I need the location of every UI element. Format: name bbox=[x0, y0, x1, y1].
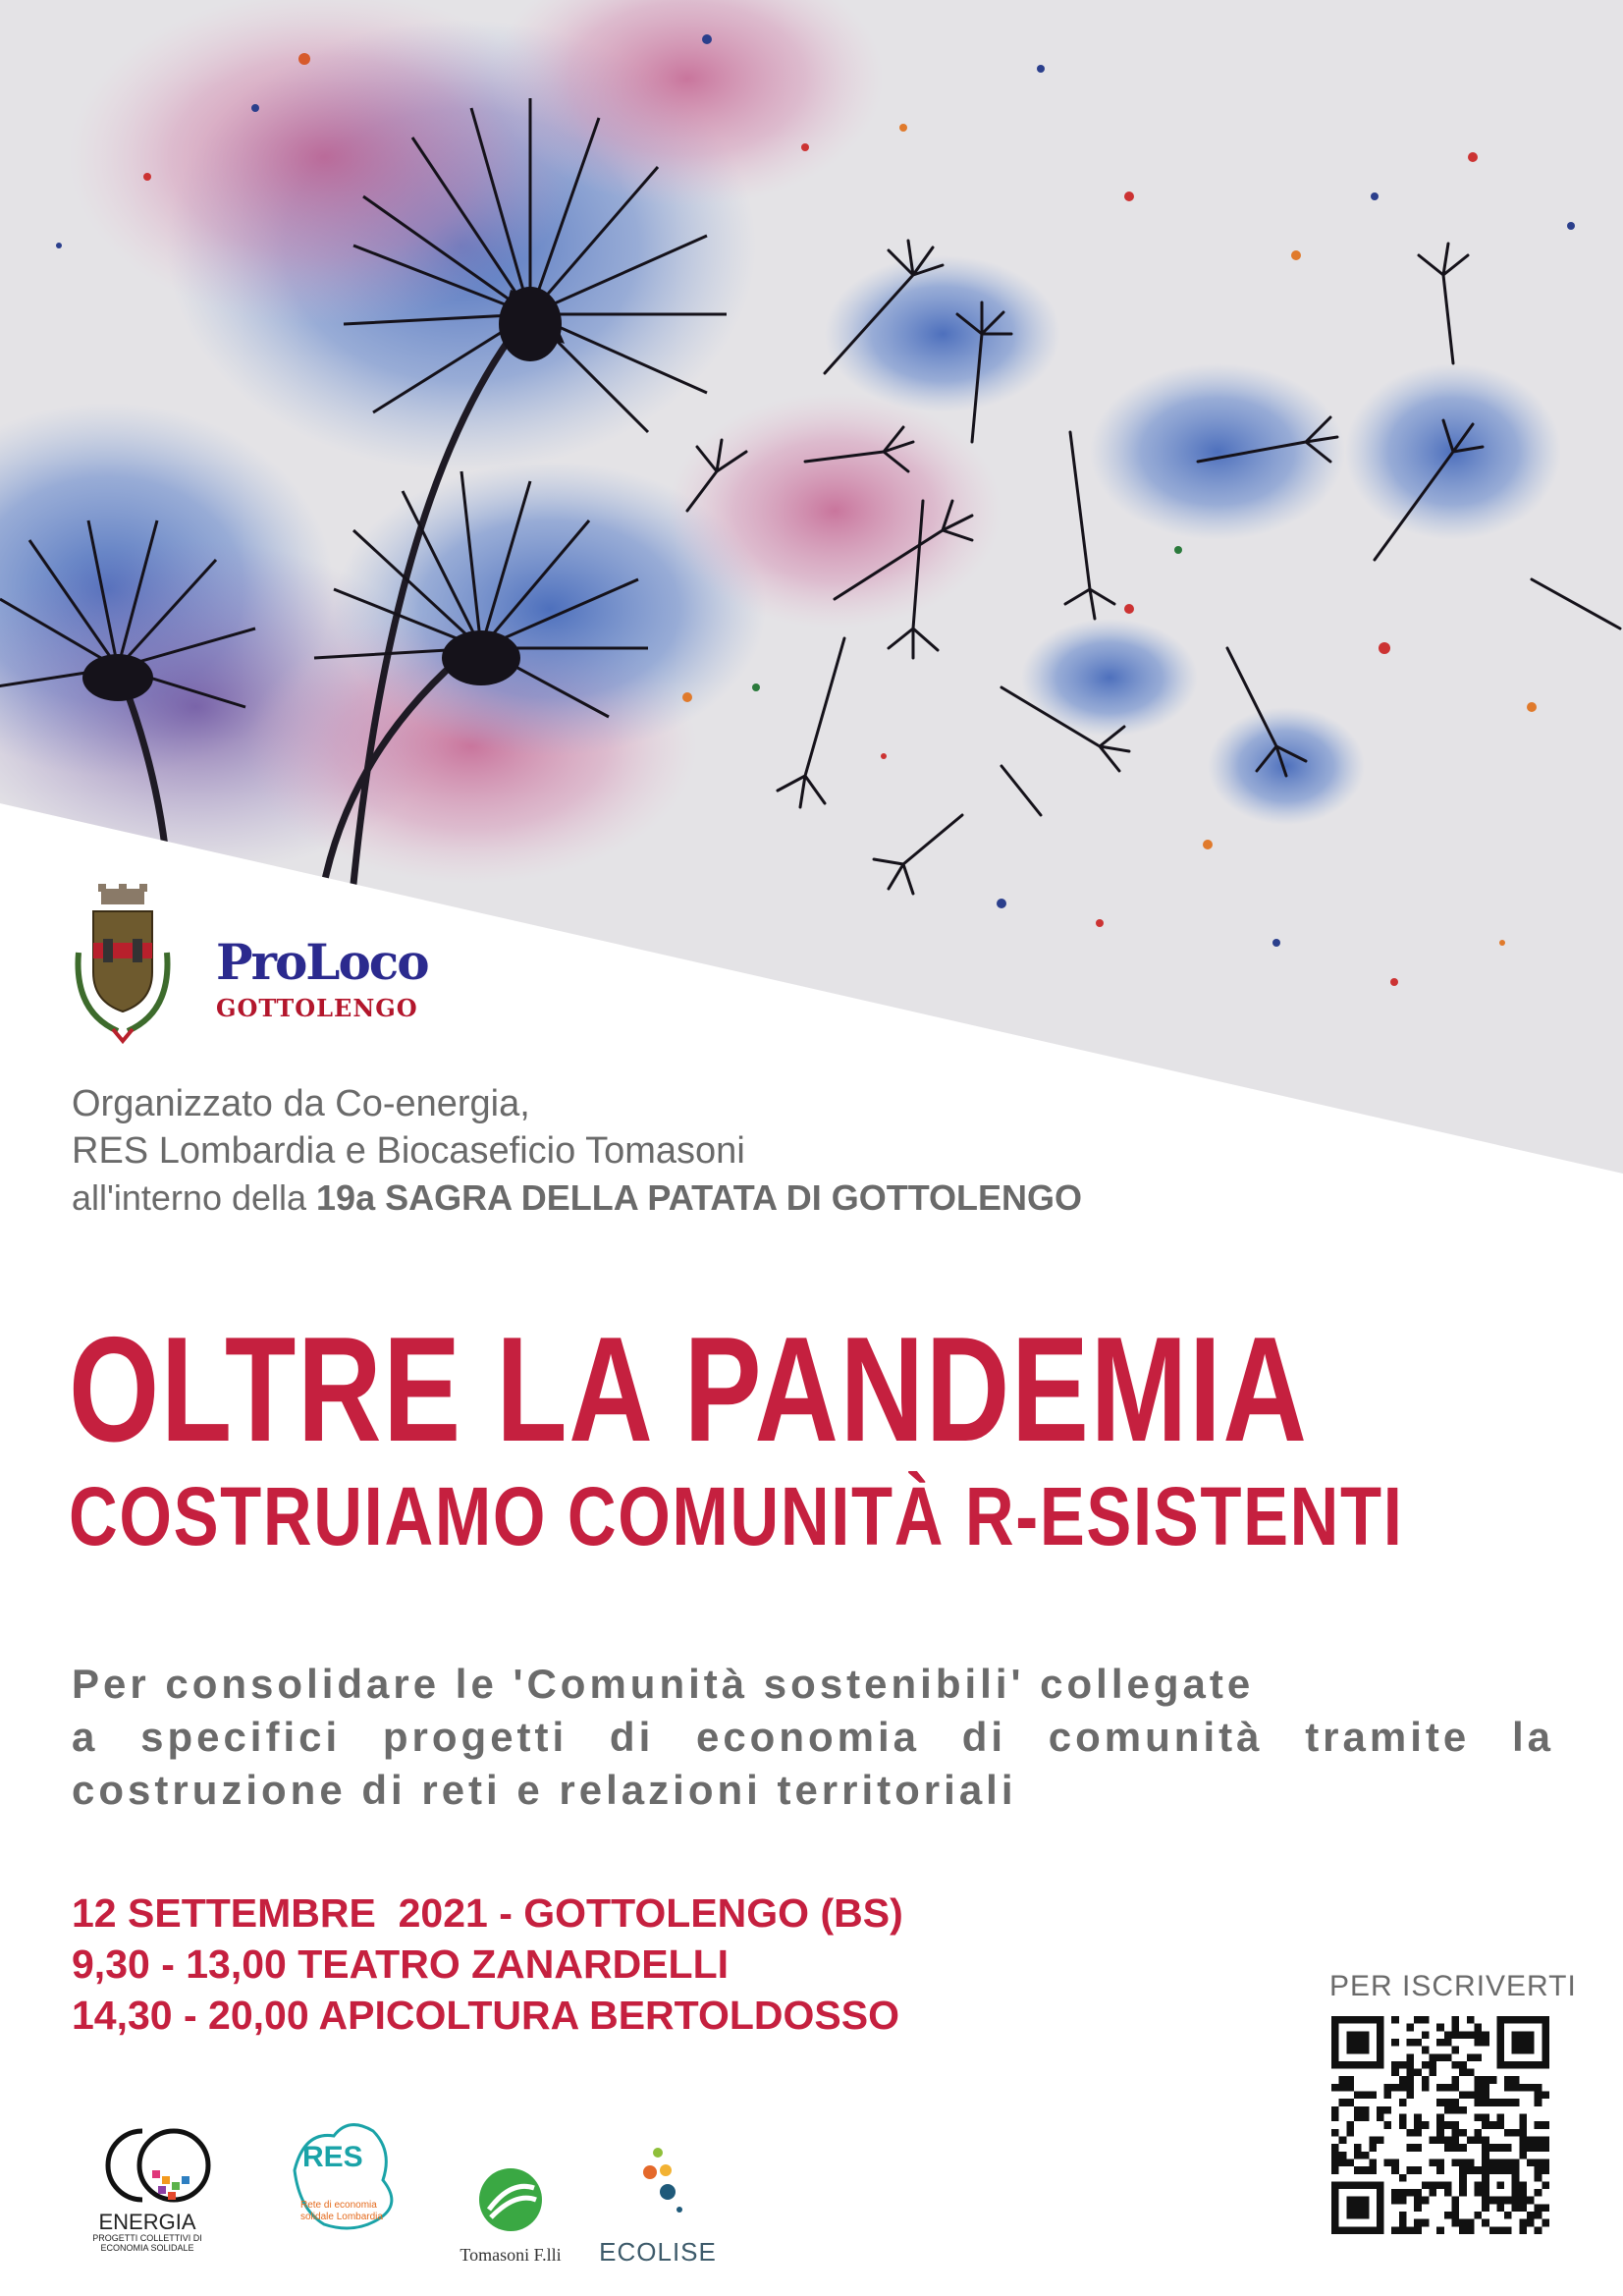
description-line-1: Per consolidare le 'Comunità sostenibili' collegate bbox=[72, 1661, 1255, 1707]
registration-qr-code[interactable] bbox=[1331, 2016, 1549, 2234]
organizer-line-3 bbox=[72, 1175, 1082, 1222]
organizer-block bbox=[72, 1080, 1082, 1222]
sponsor-logos bbox=[79, 2102, 1257, 2278]
organizer-line-1: Organizzato da Co-energia, bbox=[72, 1083, 530, 1124]
tomasoni-leaf-icon bbox=[432, 2160, 589, 2239]
event-date-location: 12 SETTEMBRE 2021 - GOTTOLENGO (BS) bbox=[72, 1890, 903, 1936]
description-line-3: costruzione di reti e relazioni territoriali bbox=[72, 1767, 1017, 1813]
lombardia-map-icon bbox=[265, 2111, 412, 2249]
ecolise-logo bbox=[589, 2141, 727, 2269]
res-lombardia-logo bbox=[265, 2111, 412, 2259]
ecolise-dots-icon bbox=[589, 2141, 727, 2229]
description-line-2: a specifici progetti di economia di comunità tramite la bbox=[72, 1714, 1554, 1760]
title-main: OLTRE LA PANDEMIA bbox=[69, 1306, 1309, 1473]
coenergia-tagline: PROGETTI COLLETTIVI DI ECONOMIA SOLIDALE bbox=[92, 2233, 202, 2253]
gottolengo-crest-icon bbox=[69, 884, 177, 1051]
res-tagline: Rete di economia solidale Lombardia bbox=[300, 2200, 383, 2222]
organizer-line-3-prefix: all'interno della bbox=[72, 1177, 317, 1218]
tomasoni-name: Tomasoni F.lli bbox=[460, 2245, 562, 2265]
proloco-name: ProLoco bbox=[216, 933, 428, 991]
title-subtitle: COSTRUIAMO COMUNITÀ R-ESISTENTI bbox=[69, 1470, 1404, 1562]
sagra-name: 19a SAGRA DELLA PATATA DI GOTTOLENGO bbox=[316, 1177, 1083, 1218]
top-logos bbox=[69, 884, 428, 1051]
description bbox=[72, 1658, 1554, 1817]
event-details bbox=[72, 1887, 903, 2041]
proloco-logo bbox=[216, 933, 432, 1041]
proloco-town: GOTTOLENGO bbox=[216, 994, 418, 1022]
coenergia-logo bbox=[79, 2111, 226, 2259]
tomasoni-logo bbox=[432, 2160, 589, 2269]
event-afternoon-session: 14,30 - 20,00 APICOLTURA BERTOLDOSSO bbox=[72, 1993, 899, 2038]
ecolise-name: ECOLISE bbox=[599, 2237, 717, 2267]
event-title bbox=[69, 1306, 1623, 1562]
registration-label: PER ISCRIVERTI bbox=[1329, 1970, 1577, 2002]
res-name: RES bbox=[302, 2141, 363, 2173]
organizer-line-2: RES Lombardia e Biocaseficio Tomasoni bbox=[72, 1130, 745, 1172]
coenergia-mark-icon bbox=[83, 2111, 221, 2210]
event-morning-session: 9,30 - 13,00 TEATRO ZANARDELLI bbox=[72, 1941, 730, 1987]
coenergia-name: ENERGIA bbox=[98, 2210, 196, 2234]
